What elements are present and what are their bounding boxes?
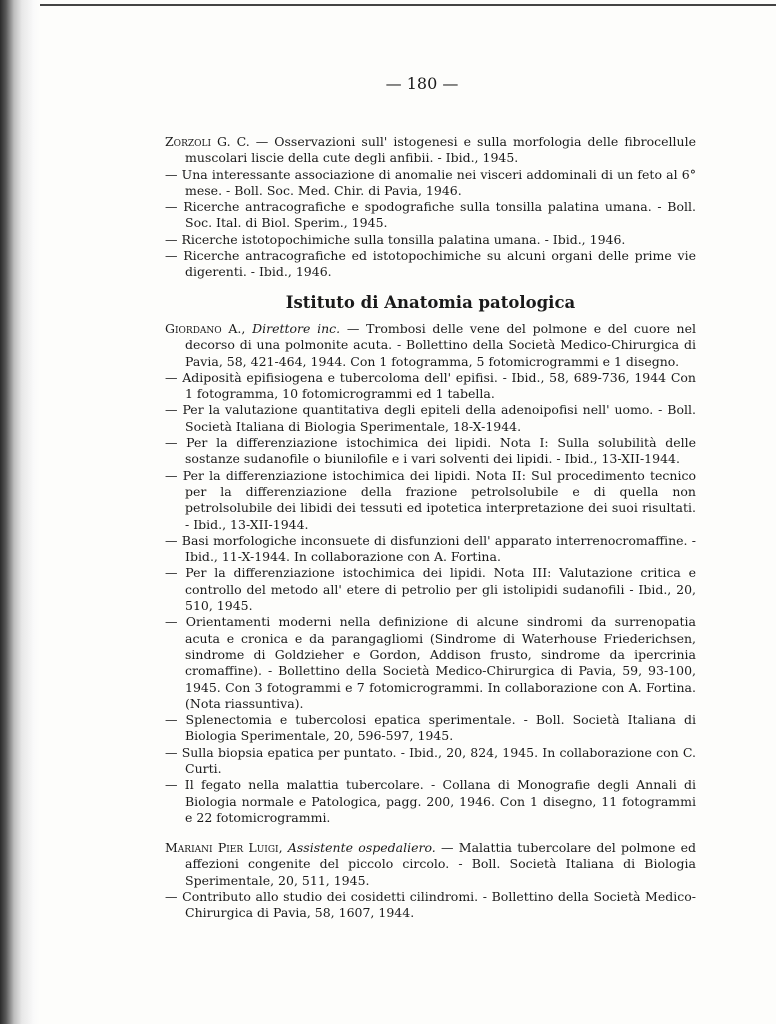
bibliography-entry: — Orientamenti moderni nella definizione di alcune sindromi da surrenopatia acuta e cronica e da parangagliomi (Sindrome di Waterhouse Friederichsen, sindrome di Goldzieher e Gordon, Addison frusto, sindrome da ipercrinia cromaffine). - Bollettino della Società Medico-Chirurgica di Pavia, 59, 93-100, 1945. Con 3 fotogrammi e 7 fotomicrogrammi. In collaborazione con A. Fortina. (Nota riassuntiva). — [165, 614, 696, 711]
bibliography-entry: — Ricerche antracografiche e spodografiche sulla tonsilla palatina umana. - Boll. Soc. Ital. di Biol. Sperim., 1945. — [165, 199, 696, 231]
page-top-edge — [40, 4, 776, 6]
bibliography-entry: — Ricerche antracografiche ed istotopochimiche su alcuni organi delle prime vie digerenti. - Ibid., 1946. — [165, 248, 696, 280]
bibliography-entry: — Splenectomia e tubercolosi epatica sperimentale. - Boll. Società Italiana di Biologia Sperimentale, 20, 596-597, 1945. — [165, 712, 696, 744]
author-role: Direttore inc. — [252, 320, 341, 336]
bibliography-entry: — Per la valutazione quantitativa degli epiteli della adenoipofisi nell' uomo. - Boll. Società Italiana di Biologia Sperimentale, 18-X-1944. — [165, 402, 696, 434]
author-name: Mariani Pier Luigi, — [165, 840, 283, 856]
bibliography-entry: — Ricerche istotopochimiche sulla tonsilla palatina umana. - Ibid., 1946. — [165, 231, 626, 247]
bibliography-entry: — Basi morfologiche inconsuete di disfunzioni dell' apparato interrenocromaffine. - Ibid., 11-X-1944. In collaborazione con A. Fortina. — [165, 532, 696, 565]
bibliography-entry: — Contributo allo studio dei cosidetti cilindromi. - Bollettino della Società Medico-Chirurgica di Pavia, 58, 1607, 1944. — [165, 889, 696, 921]
entry-text: — Osservazioni sull' istogenesi e sulla morfologia delle fibrocellule muscolari liscie della cute degli anfibii. - Ibid., 1945. — [185, 134, 697, 166]
page-number: — 180 — — [385, 74, 459, 93]
bibliography-entry — [165, 321, 696, 370]
bibliography-entry: — Per la differenziazione istochimica dei lipidi. Nota I: Sulla solubilità delle sostanze sudanofile o biunilofile e i vari solventi dei lipidi. - Ibid., 13-XII-1944. — [165, 435, 696, 467]
bibliography-entry: — Per la differenziazione istochimica dei lipidi. Nota II: Sul procedimento tecnico per la differenziazione della frazione petrolsolubile e di quella non petrolsolubile dei libidi dei tessuti ed ipotetica interpretazione dei suoi risultati. - Ibid., 13-XII-1944. — [165, 467, 696, 532]
section-heading: Istituto di Anatomia patologica — [285, 292, 576, 312]
entry-text: — Malattia tubercolare del polmone ed affezioni congenite del piccolo circolo. - Boll. Società Italiana di Biologia Sperimentale, 20, 511, 1945. — [185, 840, 697, 888]
author-name: Giordano A., — [165, 320, 246, 336]
book-binding-edge — [0, 0, 40, 1024]
bibliography-entry: — Una interessante associazione di anomalie nei visceri addominali di un feto al 6° mese. - Boll. Soc. Med. Chir. di Pavia, 1946. — [165, 166, 696, 198]
author-role: Assistente ospedaliero. — [287, 840, 436, 856]
author-name: Zorzoli G. C. — [165, 134, 250, 149]
bibliography-entry: — Adiposità epifisiogena e tubercoloma dell' epifisi. - Ibid., 58, 689-736, 1944 Con 1 fotogramma, 10 fotomicrogrammi ed 1 tabella. — [165, 369, 696, 402]
bibliography-entry — [165, 134, 696, 167]
bibliography-entry — [165, 840, 696, 889]
spacer — [165, 826, 696, 840]
bibliography-content — [165, 134, 696, 922]
entry-text: — Trombosi delle vene del polmone e del cuore nel decorso di una polmonite acuta. - Bollettino della Società Medico-Chirurgica di Pavia, 58, 421-464, 1944. Con 1 fotogramma, 5 fotomicrogrammi e 1 disegno. — [185, 320, 697, 369]
bibliography-entry: — Il fegato nella malattia tubercolare. - Collana di Monografie degli Annali di Biologia normale e Patologica, pagg. 200, 1946. Con 1 disegno, 11 fotogrammi e 22 fotomicrogrammi. — [165, 777, 696, 825]
bibliography-entry: — Per la differenziazione istochimica dei lipidi. Nota III: Valutazione critica e controllo del metodo all' etere di petrolio per gli istolipidi sudanofili - Ibid., 20, 510, 1945. — [165, 565, 696, 614]
bibliography-entry: — Sulla biopsia epatica per puntato. - Ibid., 20, 824, 1945. In collaborazione con C. Curti. — [165, 744, 696, 776]
